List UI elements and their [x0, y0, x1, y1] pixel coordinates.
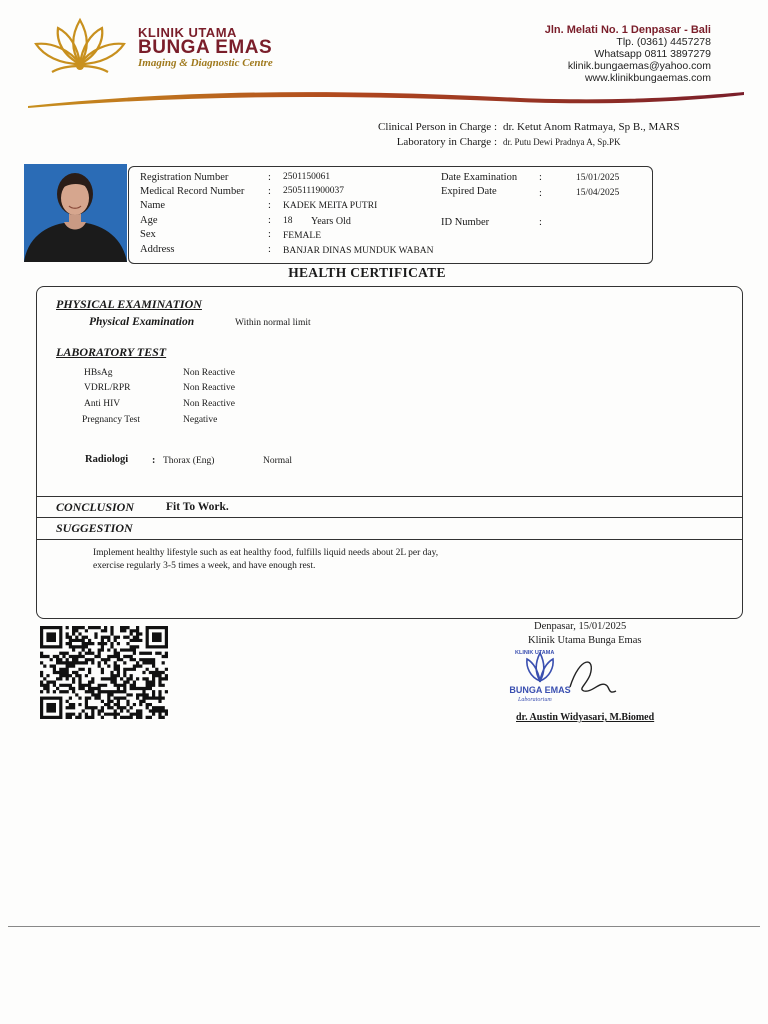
brand-line-1: KLINIK UTAMA	[138, 25, 237, 40]
radiology-label: Radiologi	[85, 454, 129, 465]
lab-test-result: Negative	[183, 415, 218, 425]
lotus-logo-icon	[30, 14, 130, 80]
clinic-address: Jln. Melati No. 1 Denpasar - Bali	[544, 24, 711, 36]
medical-record-value: 2505111900037	[283, 186, 345, 196]
registration-number-value: 2501150061	[283, 172, 331, 182]
age-label: Age	[140, 215, 158, 226]
contact-block	[545, 24, 711, 84]
address-value: BANJAR DINAS MUNDUK WABAN	[283, 246, 434, 256]
expired-date-value: 15/04/2025	[576, 188, 620, 198]
colon: :	[268, 215, 271, 226]
address-label: Address	[140, 244, 175, 255]
page-bottom-line	[8, 926, 760, 927]
physical-exam-heading: PHYSICAL EXAMINATION	[56, 297, 202, 311]
date-examination-value: 15/01/2025	[576, 173, 620, 183]
colon: :	[152, 455, 156, 466]
signer-name: dr. Austin Widyasari, M.Biomed	[516, 712, 655, 723]
date-examination-label: Date Examination	[441, 172, 518, 183]
qr-code-icon[interactable]	[40, 626, 168, 719]
suggestion-heading: SUGGESTION	[56, 521, 133, 535]
lab-pic-label: Laboratory in Charge :	[396, 136, 497, 148]
lab-test-name: Anti HIV	[84, 399, 121, 409]
brand-name: BUNGA EMAS	[138, 37, 273, 58]
age-unit: Years Old	[311, 216, 351, 227]
suggestion-text	[93, 547, 438, 573]
divider	[37, 517, 742, 518]
lab-test-heading: LABORATORY TEST	[56, 345, 167, 359]
physical-exam-label: Physical Examination	[89, 316, 195, 328]
clinic-phone: Tlp. (0361) 4457278	[616, 36, 711, 48]
lab-test-result: Non Reactive	[183, 368, 235, 378]
lab-test-result: Non Reactive	[183, 383, 235, 393]
sign-clinic: Klinik Utama Bunga Emas	[528, 635, 642, 646]
suggestion-line: exercise regularly 3-5 times a week, and have enough rest.	[93, 561, 316, 571]
physical-exam-value: Within normal limit	[235, 318, 311, 328]
colon: :	[268, 200, 271, 211]
patient-photo	[24, 164, 127, 262]
sign-place-date: Denpasar, 15/01/2025	[534, 621, 627, 632]
persons-in-charge	[372, 120, 708, 150]
conclusion-heading: CONCLUSION	[56, 500, 135, 514]
clinic-whatsapp: Whatsapp 0811 3897279	[594, 48, 711, 60]
name-value: KADEK MEITA PUTRI	[283, 201, 378, 211]
conclusion-value: Fit To Work.	[166, 501, 229, 513]
colon: :	[539, 217, 542, 228]
stamp-sub-text: Laboratorium	[518, 697, 552, 703]
colon: :	[268, 244, 271, 255]
stamp-top-text: KLINIK UTAMA	[515, 650, 555, 656]
divider	[37, 539, 742, 540]
brand-tagline: Imaging & Diagnostic Centre	[138, 57, 273, 69]
medical-record-label: Medical Record Number	[140, 186, 245, 197]
lab-test-result: Non Reactive	[183, 399, 235, 409]
colon: :	[268, 186, 271, 197]
signature-icon	[570, 662, 616, 692]
registration-number-label: Registration Number	[140, 172, 229, 183]
suggestion-line: Implement healthy lifestyle such as eat healthy food, fulfills liquid needs about 2L per day,	[93, 548, 439, 558]
lab-test-name: VDRL/RPR	[84, 383, 131, 393]
expired-date-label: Expired Date	[441, 186, 497, 197]
clinic-email: klinik.bungaemas@yahoo.com	[567, 60, 711, 72]
certificate-title: HEALTH CERTIFICATE	[288, 265, 446, 280]
name-label: Name	[140, 200, 166, 211]
id-number-label: ID Number	[441, 217, 490, 228]
colon: :	[539, 188, 542, 199]
divider	[37, 496, 742, 497]
radiology-result: Normal	[263, 456, 293, 466]
stamp-main-text: BUNGA EMAS	[509, 685, 571, 695]
radiology-exam: Thorax (Eng)	[163, 456, 215, 466]
age-value: 18	[283, 216, 293, 226]
colon: :	[268, 229, 271, 240]
lab-test-name: HBsAg	[84, 368, 113, 378]
header-swoosh	[0, 86, 768, 116]
clinical-pic-label: Clinical Person in Charge :	[378, 121, 497, 133]
clinic-website: www.klinikbungaemas.com	[584, 72, 711, 84]
lab-pic-value: dr. Putu Dewi Pradnya A, Sp.PK	[503, 137, 621, 147]
colon: :	[268, 172, 271, 183]
patient-portrait-icon	[24, 164, 127, 262]
sex-label: Sex	[140, 229, 156, 240]
sex-value: FEMALE	[283, 231, 321, 241]
clinical-pic-value: dr. Ketut Anom Ratmaya, Sp B., MARS	[503, 121, 680, 133]
colon: :	[539, 172, 542, 183]
lab-test-name: Pregnancy Test	[82, 415, 140, 425]
